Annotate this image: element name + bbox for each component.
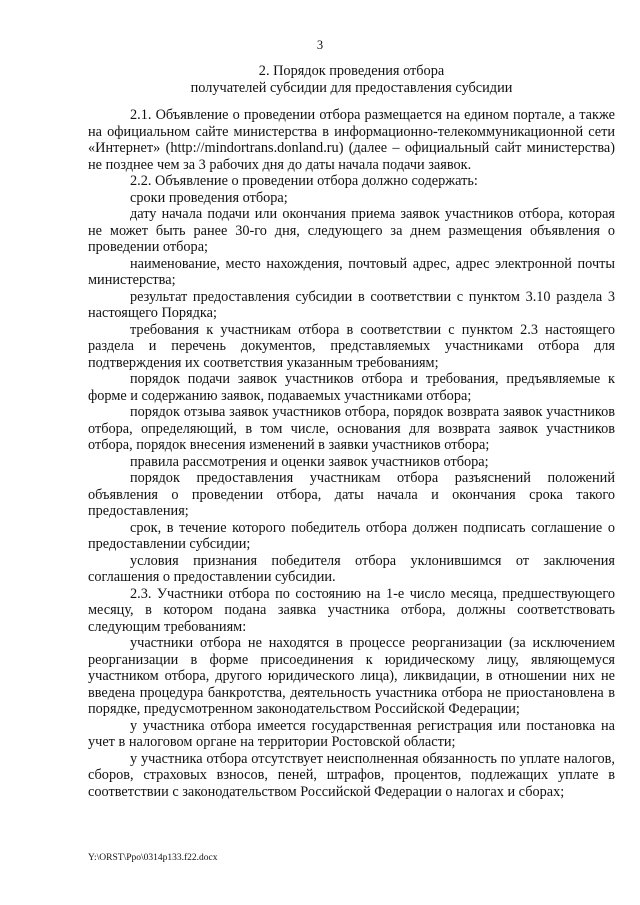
list-item: требования к участникам отбора в соответствии с пунктом 2.3 настоящего раздела и перечень документов, представляемых участниками отбора для подтверждения их соответствия указанным требованиям; xyxy=(88,321,615,371)
list-item: порядок предоставления участникам отбора разъяснений положений объявления о проведении отбора, даты начала и окончания срока такого предоставления; xyxy=(88,470,615,519)
list-item: срок, в течение которого победитель отбора должен подписать соглашение о предоставлении субсидии; xyxy=(88,519,615,552)
list-item: у участника отбора имеется государственная регистрация или постановка на учет в налоговом органе на территории Ростовской области; xyxy=(88,717,615,750)
list-item: у участника отбора отсутствует неисполненная обязанность по уплате налогов, сборов, страховых взносов, пеней, штрафов, процентов, подлежащих уплате в соответствии с законодательством Российской Федерации о налогах и сборах; xyxy=(88,750,615,800)
list-item: результат предоставления субсидии в соответствии с пунктом 3.10 раздела 3 настоящего Порядка; xyxy=(88,288,615,321)
list-item: порядок подачи заявок участников отбора и требования, предъявляемые к форме и содержанию заявок, подаваемых участниками отбора; xyxy=(88,371,615,404)
paragraph-2-1: 2.1. Объявление о проведении отбора размещается на едином портале, а также на официальном сайте министерства в информационно-телекоммуникационной сети «Интернет» (http://mindortrans.donland.ru) (далее – официальный сайт министерства) не позднее чем за 3 рабочих дня до даты начала подачи заявок. xyxy=(88,107,615,173)
section-heading xyxy=(88,63,615,96)
paragraph-2-3: 2.3. Участники отбора по состоянию на 1-е число месяца, предшествующего месяцу, в котором подана заявка участника отбора, должны соответствовать следующим требованиям: xyxy=(88,585,615,635)
list-item: наименование, место нахождения, почтовый адрес, адрес электронной почты министерства; xyxy=(88,255,615,288)
file-path-footer: Y:\ORST\Ppo\0314p133.f22.docx xyxy=(88,853,218,863)
list-item: сроки проведения отбора; xyxy=(130,189,288,206)
list-item: дату начала подачи или окончания приема заявок участников отбора, которая не может быть ранее 30-го дня, следующего за днем размещения объявления о проведении отбора; xyxy=(88,206,615,255)
section-heading-line-2: получателей субсидии для предоставления субсидии xyxy=(190,79,513,96)
list-item: условия признания победителя отбора уклонившимся от заключения соглашения о предоставлении субсидии. xyxy=(88,552,615,585)
section-heading-line-1: 2. Порядок проведения отбора xyxy=(258,63,445,79)
list-item: правила рассмотрения и оценки заявок участников отбора; xyxy=(130,453,489,470)
list-item: порядок отзыва заявок участников отбора, порядок возврата заявок участников отбора, определяющий, в том числе, основания для возврата заявок участников отбора, порядок внесения изменений в заявки участников отбора; xyxy=(88,404,615,453)
paragraph-2-2: 2.2. Объявление о проведении отбора должно содержать: xyxy=(130,173,478,189)
page-number: 3 xyxy=(316,38,324,52)
document-body xyxy=(88,107,615,800)
list-item: участники отбора не находятся в процессе реорганизации (за исключением реорганизации в форме присоединения к юридическому лицу, являющемуся участником отбора, другого юридического лица), ликвидации, в отношении них не введена процедура банкротства, деятельность участника отбора не приостановлена в порядке, предусмотренном законодательством Российской Федерации; xyxy=(88,635,615,717)
